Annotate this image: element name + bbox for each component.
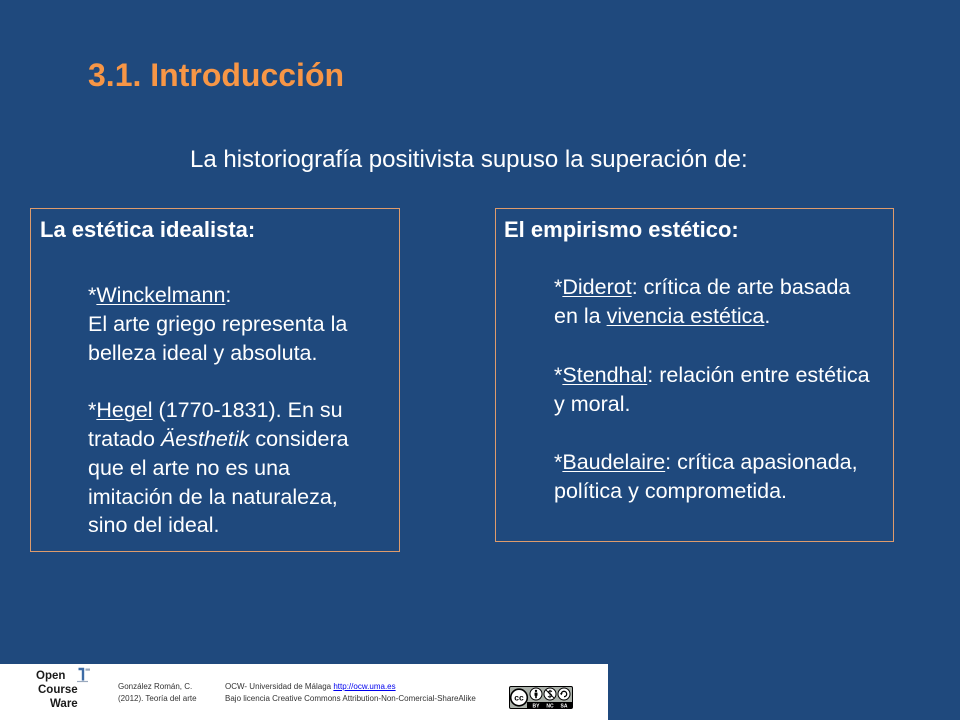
hegel-line-2 xyxy=(88,425,349,454)
asterisk-marker: * xyxy=(554,450,563,475)
stendhal-name: Stendhal xyxy=(562,362,648,387)
diderot-line-1-rest: : crítica de arte basada xyxy=(631,275,851,299)
hegel-line-1 xyxy=(88,396,349,425)
ocw-logo-icon xyxy=(74,666,92,684)
ocw-university-text: OCW- Universidad de Málaga xyxy=(225,682,332,691)
hegel-line-1-rest: (1770-1831). En su xyxy=(152,398,343,423)
cc-nc-label: NC xyxy=(546,703,554,709)
asterisk-marker: * xyxy=(88,283,97,307)
author-line-2: (2012). Teoría del arte xyxy=(118,694,197,703)
diderot-item xyxy=(554,273,870,331)
hegel-line-2-end: considera xyxy=(249,426,349,451)
winckelmann-line-3: belleza ideal y absoluta. xyxy=(88,340,318,365)
baudelaire-line-1 xyxy=(554,448,870,477)
license-line-1 xyxy=(225,681,396,693)
sa-icon xyxy=(558,688,570,700)
hegel-line-3: que el arte no es una xyxy=(88,455,291,480)
hegel-name: Hegel xyxy=(96,398,153,423)
ocw-logo-open: Open xyxy=(36,670,66,682)
hegel-line-4: imitación de la naturaleza, xyxy=(88,484,338,509)
stendhal-line-1-rest: : relación entre estética xyxy=(647,362,870,387)
winckelmann-line-1-rest: : xyxy=(225,283,232,307)
diderot-line-2-start: en la xyxy=(554,304,607,329)
nc-icon xyxy=(544,688,556,700)
idealist-aesthetics-list xyxy=(88,281,349,540)
slide-title: 3.1. Introducción xyxy=(88,57,345,93)
footer-credits-bar xyxy=(0,664,608,720)
ocw-logo-course: Course xyxy=(38,684,78,696)
diderot-line-2 xyxy=(554,302,870,331)
hegel-item xyxy=(88,396,349,540)
baudelaire-line-2: política y comprometida. xyxy=(554,479,788,504)
stendhal-item xyxy=(554,361,870,419)
cc-by-label: BY xyxy=(532,703,540,709)
aesthetic-empiricism-box xyxy=(495,208,894,542)
slide-subtitle: La historiografía positivista supuso la superación de: xyxy=(190,146,748,173)
aesthetic-empiricism-heading: El empirismo estético: xyxy=(504,217,739,242)
baudelaire-item xyxy=(554,448,870,506)
winckelmann-item xyxy=(88,281,349,367)
asterisk-marker: * xyxy=(554,275,563,299)
cc-icon xyxy=(511,689,528,706)
hegel-line-5: sino del ideal. xyxy=(88,513,220,538)
asterisk-marker: * xyxy=(88,398,97,423)
author-line-1: González Román, C. xyxy=(118,682,193,691)
aesthetic-empiricism-list xyxy=(554,273,870,507)
diderot-line-2-end: . xyxy=(764,304,771,329)
hegel-line-2-start: tratado xyxy=(88,426,161,451)
aesthetik-title: Äesthetik xyxy=(160,426,250,451)
winckelmann-line-1 xyxy=(88,281,349,310)
stendhal-line-2: y moral. xyxy=(554,391,631,416)
cc-icon-label: cc xyxy=(514,692,524,703)
winckelmann-line-2: El arte griego representa la xyxy=(88,311,348,336)
ocw-url-link[interactable]: http://ocw.uma.es xyxy=(333,682,396,691)
cc-license-badge xyxy=(509,686,573,709)
idealist-aesthetics-heading: La estética idealista: xyxy=(40,217,256,242)
cc-sa-label: SA xyxy=(560,703,568,709)
vivencia-estetica-term: vivencia estética xyxy=(606,304,765,329)
asterisk-marker: * xyxy=(554,362,563,387)
stendhal-line-1 xyxy=(554,361,870,390)
idealist-aesthetics-box xyxy=(30,208,400,552)
license-line-2: Bajo licencia Creative Commons Attribution-Non-Comercial-ShareAlike xyxy=(225,694,476,703)
winckelmann-name: Winckelmann xyxy=(96,283,226,307)
by-icon xyxy=(530,688,542,700)
diderot-name: Diderot xyxy=(562,275,632,299)
baudelaire-line-1-rest: : crítica apasionada, xyxy=(665,450,858,475)
diderot-line-1 xyxy=(554,273,870,302)
baudelaire-name: Baudelaire xyxy=(562,450,666,475)
ocw-logo-ware: Ware xyxy=(50,698,78,710)
